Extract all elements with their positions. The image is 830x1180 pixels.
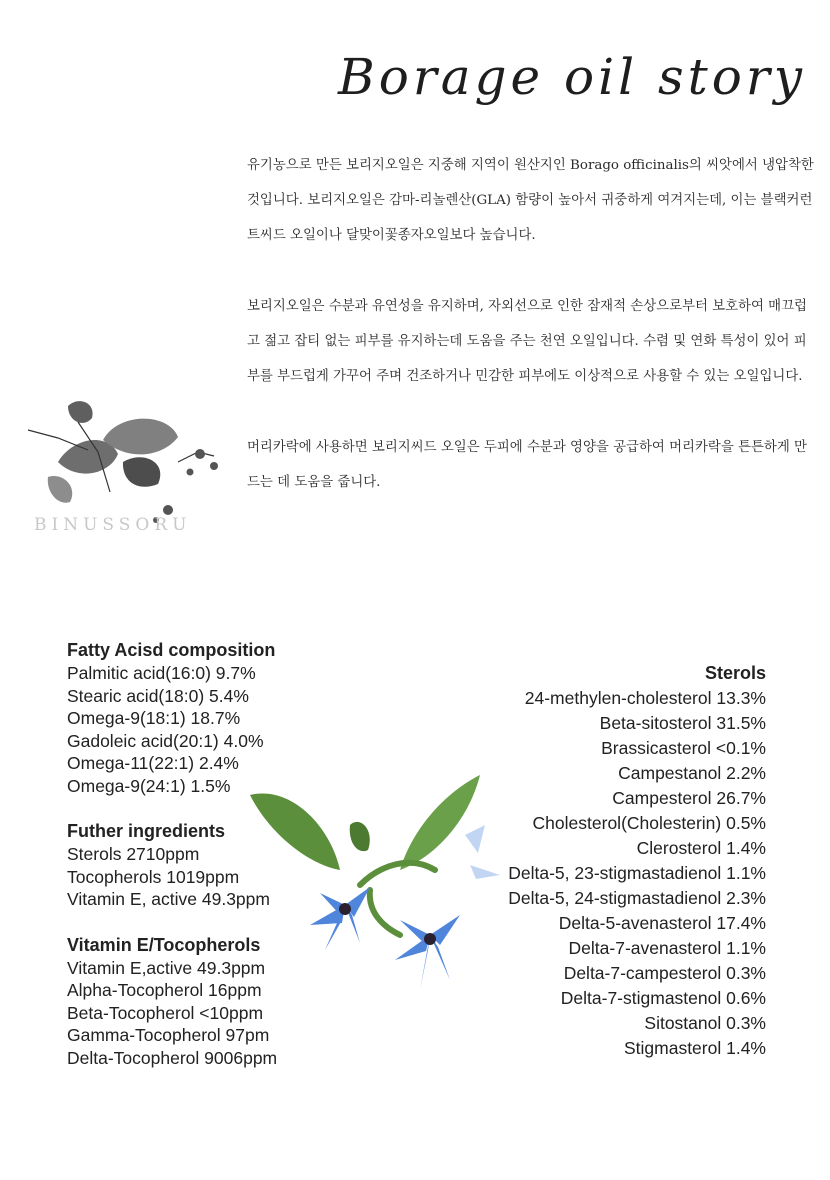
- section-heading: Fatty Acisd composition: [67, 640, 276, 660]
- list-item: Delta-7-campesterol 0.3%: [563, 963, 766, 983]
- list-item: Omega-11(22:1) 2.4%: [67, 753, 239, 773]
- vitamin-e-section: [67, 933, 337, 1070]
- intro-text: [247, 148, 817, 536]
- list-item: Delta-5-avenasterol 17.4%: [558, 913, 766, 933]
- fatty-acid-section: [67, 638, 337, 797]
- list-item: Delta-7-stigmastenol 0.6%: [560, 988, 766, 1008]
- list-item: Beta-Tocopherol <10ppm: [67, 1002, 264, 1023]
- list-item: Clerosterol 1.4%: [636, 838, 766, 858]
- list-item: Omega-9(24:1) 1.5%: [67, 775, 231, 796]
- list-item: Sterols 2710ppm: [67, 844, 200, 864]
- list-item: Delta-7-avenasterol 1.1%: [568, 938, 766, 958]
- list-item: Campesterol 26.7%: [612, 788, 766, 808]
- left-composition-column: [67, 638, 337, 1091]
- list-item: Alpha-Tocopherol 16ppm: [67, 980, 262, 1000]
- list-item: Vitamin E, active 49.3ppm: [67, 889, 270, 909]
- intro-paragraph: 머리카락에 사용하면 보리지씨드 오일은 두피에 수분과 영양을 공급하여 머리카락을 튼튼하게 만드는 데 도움을 줍니다.: [247, 440, 807, 490]
- section-heading: Vitamin E/Tocopherols: [67, 934, 261, 955]
- list-item: Delta-5, 23-stigmastadienol 1.1%: [508, 863, 766, 883]
- further-ingredients-section: [67, 819, 337, 911]
- list-item: Palmitic acid(16:0) 9.7%: [67, 663, 256, 683]
- list-item: Cholesterol(Cholesterin) 0.5%: [532, 813, 766, 833]
- list-item: Sitostanol 0.3%: [644, 1013, 766, 1033]
- sterols-section: [446, 660, 766, 1061]
- list-item: Stigmasterol 1.4%: [623, 1038, 766, 1058]
- list-item: Gadoleic acid(20:1) 4.0%: [67, 730, 264, 751]
- watermark: BINUSSORU: [34, 515, 192, 535]
- list-item: Beta-sitosterol 31.5%: [599, 713, 766, 733]
- list-item: Delta-5, 24-stigmastadienol 2.3%: [508, 888, 766, 908]
- list-item: Tocopherols 1019ppm: [67, 866, 240, 887]
- list-item: Delta-Tocopherol 9006ppm: [67, 1047, 278, 1068]
- list-item: Gamma-Tocopherol 97pm: [67, 1025, 270, 1045]
- list-item: 24-methylen-cholesterol 13.3%: [524, 688, 766, 708]
- list-item: Vitamin E,active 49.3ppm: [67, 957, 266, 978]
- list-item: Stearic acid(18:0) 5.4%: [67, 685, 249, 706]
- intro-paragraph: 유기농으로 만든 보리지오일은 지중해 지역이 원산지인 Borago officinalis의 씨앗에서 냉압착한 것입니다. 보리지오일은 감마-리놀렌산(GLA) 함량이 높아서 귀중하게 여겨지는데, 이는 블랙커런트씨드 오일이나 달맞이꽃종자오일보다 높습니다.: [247, 158, 814, 243]
- intro-paragraph: 보리지오일은 수분과 유연성을 유지하며, 자외선으로 인한 잠재적 손상으로부터 보호하여 매끄럽고 젊고 잡티 없는 피부를 유지하는데 도움을 주는 천연 오일입니다. 수렴 및 연화 특성이 있어 피부를 부드럽게 가꾸어 주며 건조하거나 민감한 피부에도 이상적으로 사용할 수 있는 오일입니다.: [247, 299, 807, 384]
- page-title: Borage oil story: [337, 48, 806, 106]
- list-item: Omega-9(18:1) 18.7%: [67, 708, 241, 728]
- list-item: Brassicasterol <0.1%: [601, 738, 766, 758]
- section-heading: Futher ingredients: [67, 821, 226, 841]
- section-heading: Sterols: [704, 663, 766, 683]
- list-item: Campestanol 2.2%: [618, 763, 766, 783]
